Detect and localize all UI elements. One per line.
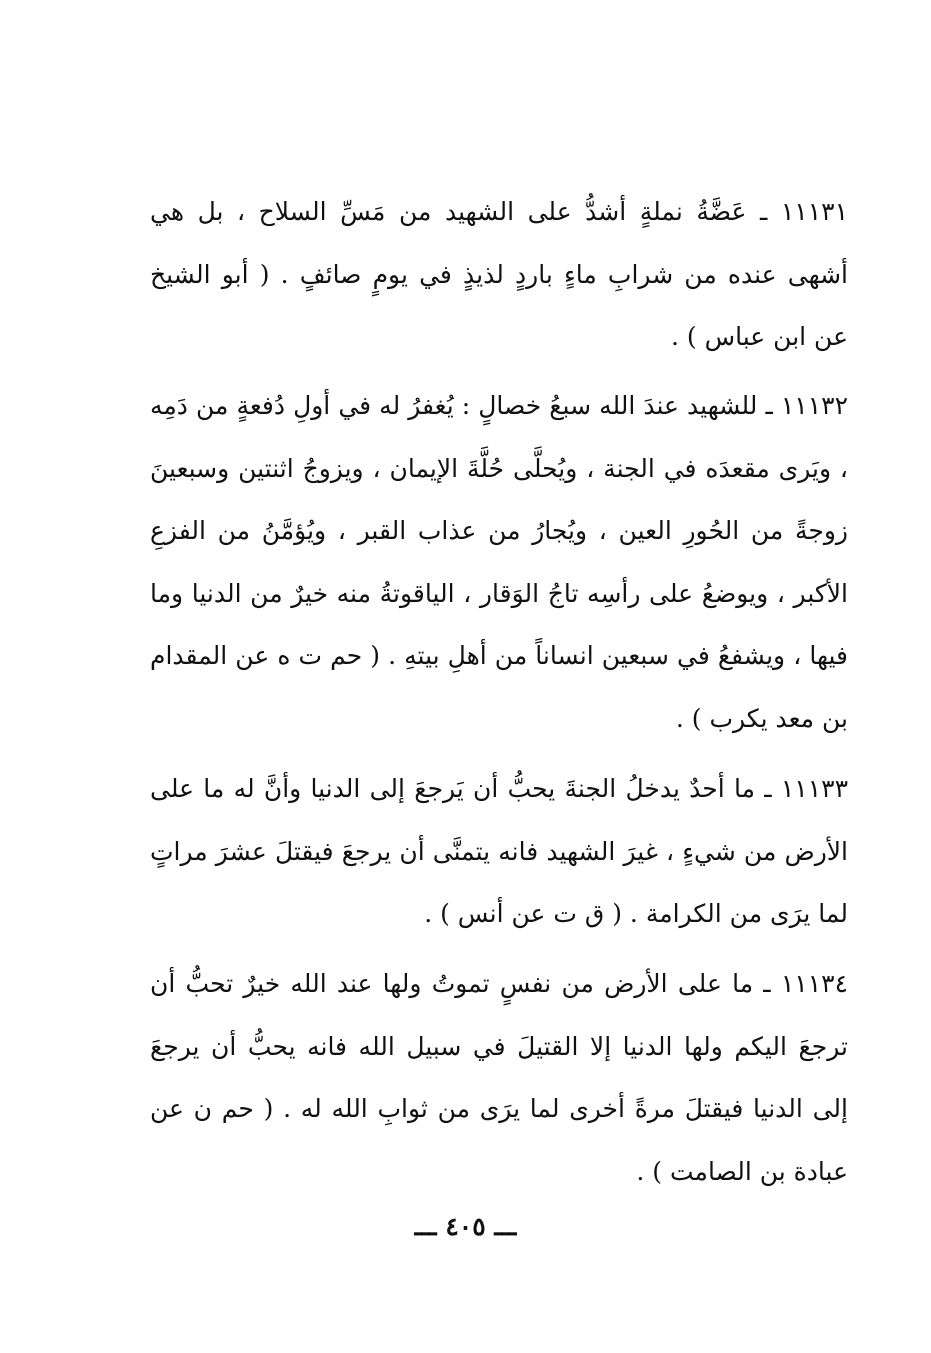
hadith-paragraph-11133: ١١١٣٣ ـ ما أحدٌ يدخلُ الجنةَ يحبُّ أن يَرجعَ إلى الدنيا وأنَّ له ما على الأرض من شيءٍ ، غيرَ الشهيد فانه يتمنَّى أن يرجعَ فيقتلَ عشرَ مراتٍ لما يرَى من الكرامة . ( ق ت عن أنس ) .: [150, 774, 848, 928]
hadith-paragraph-11134: ١١١٣٤ ـ ما على الأرض من نفسٍ تموتُ ولها عند الله خيرٌ تحبُّ أن ترجعَ اليكم ولها الدنيا إلا القتيلَ في سبيل الله فانه يحبُّ أن يرجعَ إلى الدنيا فيقتلَ مرةً أخرى لما يرَى من ثوابِ الله له . ( حم ن عن عبادة بن الصامت ) .: [150, 969, 848, 1186]
page-number: ـــ ٤٠٥ ـــ: [414, 1212, 517, 1241]
hadith-paragraph-11132: ١١١٣٢ ـ للشهيد عندَ الله سبعُ خصالٍ : يُغفرُ له في أولِ دُفعةٍ من دَمِه ، ويَرى مقعدَه في الجنة ، ويُحلَّى حُلَّةَ الإيمان ، ويزوجُ اثنتين وسبعينَ زوجةً من الحُورِ العين ، ويُجارُ من عذاب القبر ، ويُؤمَّنُ من الفزعِ الأكبر ، ويوضعُ على رأسِه تاجُ الوَقار ، الياقوتةُ منه خيرٌ من الدنيا وما فيها ، ويشفعُ في سبعين انساناً من أهلِ بيتهِ . ( حم ت ه عن المقدام بن معد يكرب ) .: [150, 391, 848, 733]
hadith-paragraph-11131: ١١١٣١ ـ عَضَّةُ نملةٍ أشدُّ على الشهيد من مَسِّ السلاح ، بل هي أشهى عنده من شرابِ ماءٍ باردٍ لذيذٍ في يومٍ صائفٍ . ( أبو الشيخ عن ابن عباس ) .: [150, 197, 848, 351]
